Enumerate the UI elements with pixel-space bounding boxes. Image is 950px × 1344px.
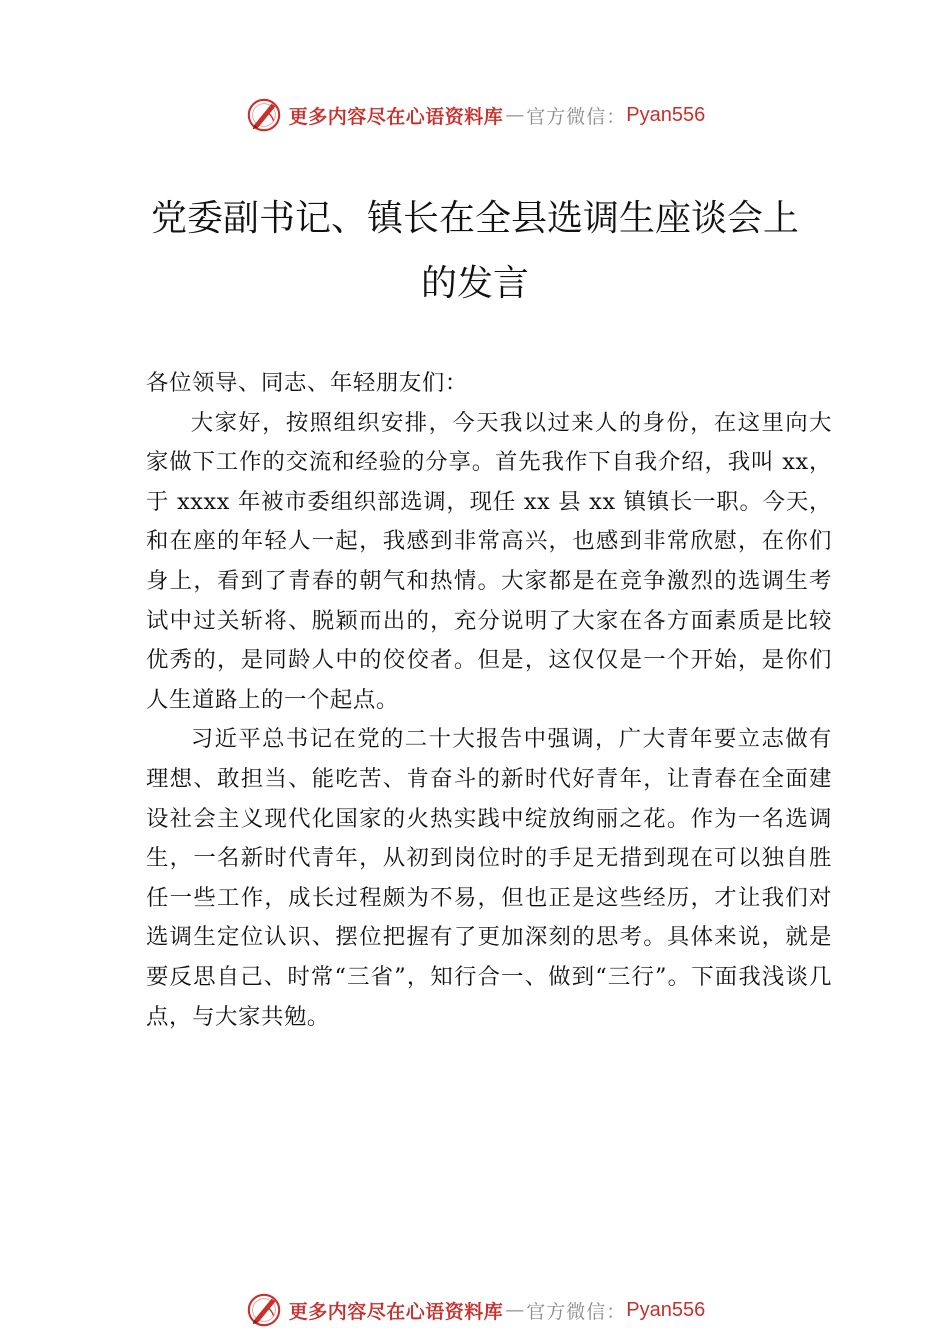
watermark-dash: — — [505, 104, 525, 126]
pen-seal-icon — [245, 1291, 283, 1329]
salutation: 各位领导、同志、年轻朋友们： — [146, 370, 468, 396]
pen-seal-icon — [245, 96, 283, 134]
watermark-dash: — — [505, 1299, 525, 1321]
body-paragraph: 大家好，按照组织安排，今天我以过来人的身份，在这里向大家做下工作的交流和经验的分享。首先我作下自我介绍，我叫 xx，于 xxxx 年被市委组织部选调，现任 xx 县 xx 镇镇长一职。今天，和在座的年轻人一起，我感到非常高兴，也感到非常欣慰，在你们身上，看到了青春的朝气和热情。大家都是在竞争激烈的选调生考试中过关斩将、脱颖而出的，充分说明了大家在各方面素质是比较优秀的，是同龄人中的佼佼者。但是，这仅仅是一个开始，是你们人生道路上的一个起点。 — [146, 409, 832, 713]
watermark-brand: 更多内容尽在心语资料库 — [288, 1300, 504, 1323]
document-title-continued: 的发言 — [420, 263, 529, 304]
watermark-brand: 更多内容尽在心语资料库 — [288, 105, 504, 128]
watermark-wechat-id: Pyan556 — [626, 1298, 706, 1321]
footer-watermark — [0, 1290, 950, 1330]
document-body — [146, 364, 832, 1037]
watermark-wechat-id: Pyan556 — [626, 103, 706, 126]
document-title: 党委副书记、镇长在全县选调生座谈会上 — [150, 198, 799, 239]
body-paragraph: 习近平总书记在党的二十大报告中强调，广大青年要立志做有理想、敢担当、能吃苦、肯奋斗的新时代好青年，让青春在全面建设社会主义现代化国家的火热实践中绽放绚丽之花。作为一名选调生，一名新时代青年，从初到岗位时的手足无措到现在可以独自胜任一些工作，成长过程颇为不易，但也正是这些经历，才让我们对选调生定位认识、摆位把握有了更加深刻的思考。具体来说，就是要反思自己、时常“三省”，知行合一、做到“三行”。下面我浅谈几点，与大家共勉。 — [146, 726, 832, 1030]
watermark-label: 官方微信： — [526, 1300, 627, 1323]
watermark-label: 官方微信： — [526, 105, 627, 128]
header-watermark — [0, 95, 950, 135]
